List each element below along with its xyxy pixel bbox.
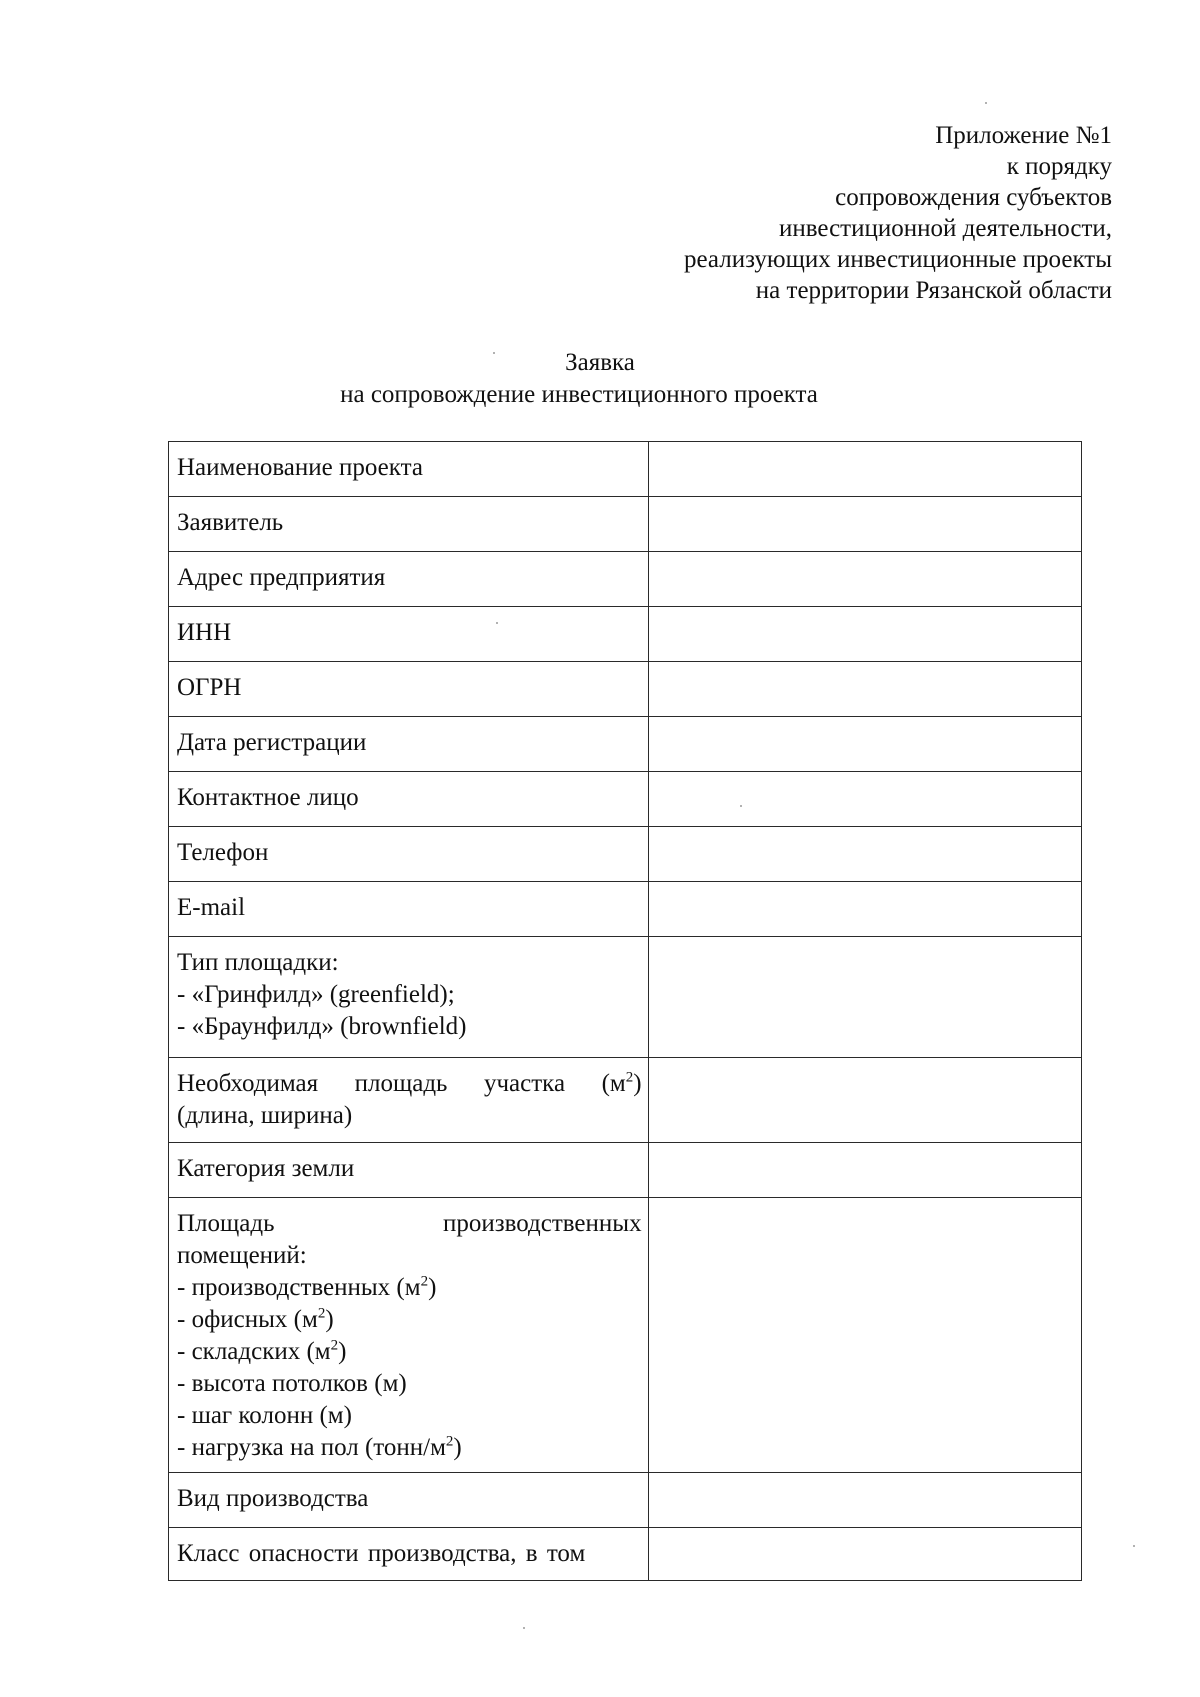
scan-speck xyxy=(1133,1545,1135,1547)
row-value-field[interactable] xyxy=(648,607,1081,662)
application-form-table xyxy=(168,441,1082,1581)
premises-item-sup: 2 xyxy=(317,1305,326,1322)
title-line-2: на сопровождение инвестиционного проекта xyxy=(340,381,818,408)
row-value-field[interactable] xyxy=(648,1528,1081,1581)
row-label: Дата регистрации xyxy=(169,717,649,772)
form-row-applicant xyxy=(169,497,1082,552)
document-title xyxy=(0,347,1200,411)
premises-item-sup: 2 xyxy=(420,1273,429,1290)
premises-label xyxy=(169,1198,649,1473)
scan-speck xyxy=(985,102,987,104)
form-row-inn xyxy=(169,607,1082,662)
premises-heading-word: производственных xyxy=(442,1210,642,1237)
appendix-header xyxy=(684,120,1112,306)
premises-item xyxy=(177,1272,642,1304)
premises-item xyxy=(177,1432,642,1464)
form-row-ogrn xyxy=(169,662,1082,717)
row-label: Наименование проекта xyxy=(169,442,649,497)
scan-speck xyxy=(740,805,742,807)
land-area-word: Необходимая xyxy=(177,1070,319,1097)
premises-item xyxy=(177,1400,642,1432)
form-row-project-name xyxy=(169,442,1082,497)
premises-item-close: ) xyxy=(428,1274,437,1301)
row-value-field[interactable] xyxy=(648,1143,1081,1198)
row-value-field[interactable] xyxy=(648,662,1081,717)
premises-heading-line-1 xyxy=(177,1208,642,1240)
row-value-field[interactable] xyxy=(648,827,1081,882)
row-label: Адрес предприятия xyxy=(169,552,649,607)
form-row-site-type xyxy=(169,937,1082,1058)
land-area-unit-base: (м xyxy=(601,1070,626,1097)
form-row-land-area xyxy=(169,1058,1082,1143)
row-label: Класс опасности производства, в том xyxy=(169,1528,649,1581)
premises-item-text: - офисных (м xyxy=(177,1306,318,1333)
land-area-word: участка xyxy=(483,1070,566,1097)
land-area-unit-sup: 2 xyxy=(625,1069,634,1086)
row-value-field[interactable] xyxy=(648,772,1081,827)
row-label: Категория земли xyxy=(169,1143,649,1198)
scan-speck xyxy=(496,622,498,624)
premises-item xyxy=(177,1304,642,1336)
premises-item-sup: 2 xyxy=(445,1433,454,1450)
land-area-unit xyxy=(602,1068,642,1100)
premises-item xyxy=(177,1368,642,1400)
row-label: ИНН xyxy=(169,607,649,662)
site-type-heading: Тип площадки: xyxy=(177,949,339,976)
row-label: E-mail xyxy=(169,882,649,937)
appendix-line: сопровождения субъектов xyxy=(835,184,1112,211)
premises-item-close: ) xyxy=(325,1306,334,1333)
form-row-premises xyxy=(169,1198,1082,1473)
row-value-field[interactable] xyxy=(648,552,1081,607)
site-type-label xyxy=(169,937,649,1058)
form-row-phone xyxy=(169,827,1082,882)
appendix-line: инвестиционной деятельности, xyxy=(778,215,1112,242)
premises-heading-word: Площадь xyxy=(177,1210,275,1237)
form-row-email xyxy=(169,882,1082,937)
site-type-option-brownfield: - «Браунфилд» (brownfield) xyxy=(177,1013,467,1040)
premises-item-text: - шаг колонн (м) xyxy=(177,1402,352,1429)
appendix-line: Приложение №1 xyxy=(935,122,1112,149)
form-row-contact-person xyxy=(169,772,1082,827)
row-value-field[interactable] xyxy=(648,937,1081,1058)
form-row-registration-date xyxy=(169,717,1082,772)
premises-item-text: - складских (м xyxy=(177,1338,331,1365)
appendix-line: на территории Рязанской области xyxy=(755,277,1112,304)
premises-item-text: - высота потолков (м) xyxy=(177,1370,407,1397)
land-area-label xyxy=(169,1058,649,1143)
row-value-field[interactable] xyxy=(648,1058,1081,1143)
form-row-address xyxy=(169,552,1082,607)
land-area-label-line-2: (длина, ширина) xyxy=(177,1102,353,1129)
premises-item xyxy=(177,1336,642,1368)
row-label: ОГРН xyxy=(169,662,649,717)
row-label: Телефон xyxy=(169,827,649,882)
row-value-field[interactable] xyxy=(648,1473,1081,1528)
premises-heading-line-2: помещений: xyxy=(177,1242,307,1269)
row-value-field[interactable] xyxy=(648,1198,1081,1473)
land-area-word: площадь xyxy=(354,1070,448,1097)
premises-item-text: - нагрузка на пол (тонн/м xyxy=(177,1434,446,1461)
form-row-land-category xyxy=(169,1143,1082,1198)
land-area-label-line-1 xyxy=(177,1068,642,1100)
appendix-line: реализующих инвестиционные проекты xyxy=(684,246,1112,273)
site-type-option-greenfield: - «Гринфилд» (greenfield); xyxy=(177,981,455,1008)
row-value-field[interactable] xyxy=(648,717,1081,772)
premises-item-close: ) xyxy=(338,1338,347,1365)
premises-item-sup: 2 xyxy=(330,1337,339,1354)
title-line-1: Заявка xyxy=(565,349,635,376)
row-value-field[interactable] xyxy=(648,882,1081,937)
row-label: Заявитель xyxy=(169,497,649,552)
row-value-field[interactable] xyxy=(648,497,1081,552)
premises-item-close: ) xyxy=(453,1434,462,1461)
scan-speck xyxy=(523,1627,525,1629)
row-value-field[interactable] xyxy=(648,442,1081,497)
appendix-line: к порядку xyxy=(1006,153,1112,180)
premises-item-text: - производственных (м xyxy=(177,1274,421,1301)
row-label: Вид производства xyxy=(169,1473,649,1528)
form-row-hazard-class xyxy=(169,1528,1082,1581)
land-area-unit-close: ) xyxy=(633,1070,642,1097)
row-label: Контактное лицо xyxy=(169,772,649,827)
form-row-production-type xyxy=(169,1473,1082,1528)
scan-speck xyxy=(493,352,495,354)
